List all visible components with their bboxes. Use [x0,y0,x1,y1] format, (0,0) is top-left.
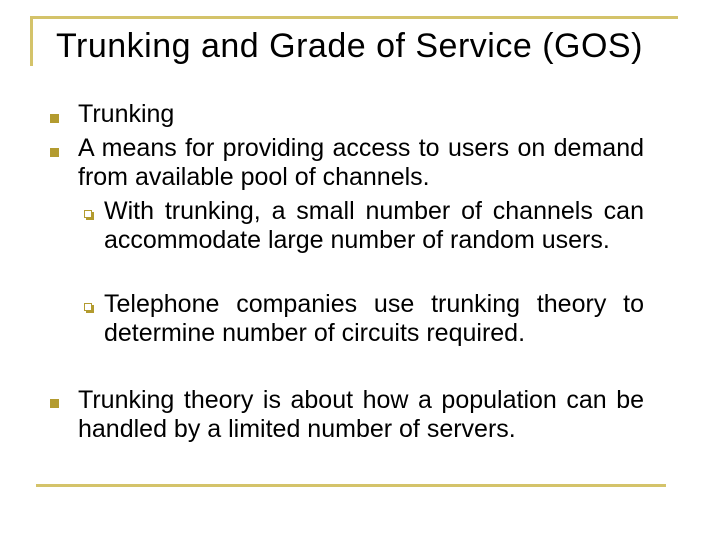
square-bullet-icon [50,148,59,157]
bullet-item-2: A means for providing access to users on demand from available pool of channels. [78,134,644,191]
sub-bullet-item-2: Telephone companies use trunking theory to determine number of circuits required. [104,290,644,347]
slide-title: Trunking and Grade of Service (GOS) [56,27,643,65]
bullet-item-3: Trunking theory is about how a population can be handled by a limited number of servers. [78,386,644,443]
bottom-rule [36,484,666,487]
left-rule [30,16,33,66]
checkbox-bullet-icon [84,303,92,311]
checkbox-bullet-icon [84,210,92,218]
sub-bullet-item-1: With trunking, a small number of channels can accommodate large number of random users. [104,197,644,254]
square-bullet-icon [50,114,59,123]
bullet-item-1: Trunking [78,100,175,128]
top-rule [30,16,678,19]
square-bullet-icon [50,399,59,408]
